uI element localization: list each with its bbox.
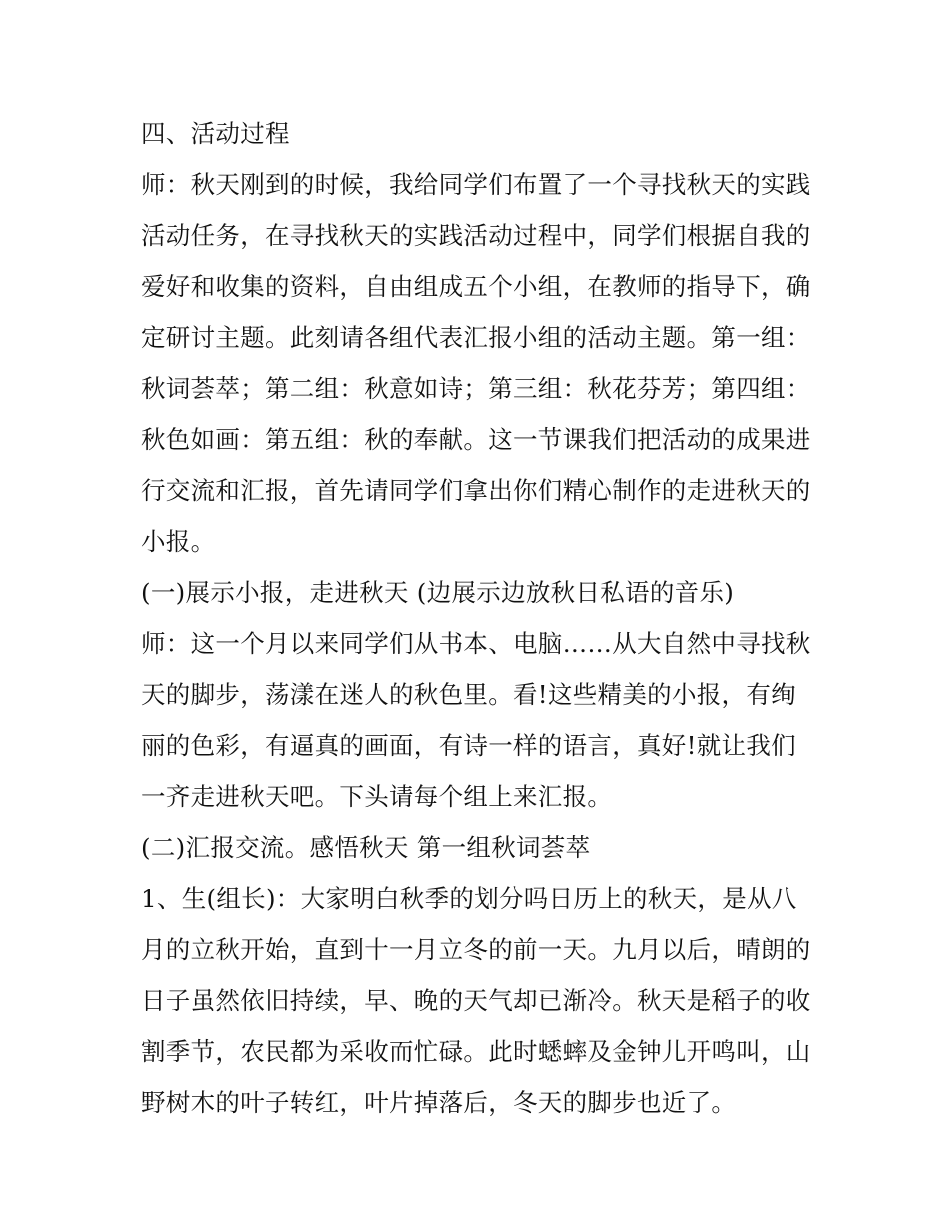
text-line: 月的立秋开始，直到十一月立冬的前一天。九月以后，晴朗的 [141,935,811,964]
text-line: 野树木的叶子转红，叶片掉落后，冬天的脚步也近了。 [141,1088,737,1117]
subsection-heading: (一)展示小报，走进秋天 (边展示边放秋日私语的音乐) [141,578,735,607]
text-line: 师：这一个月以来同学们从书本、电脑……从大自然中寻找秋 [141,629,811,658]
text-line: 天的脚步，荡漾在迷人的秋色里。看!这些精美的小报，有绚 [141,680,796,709]
text-line: 割季节，农民都为采收而忙碌。此时蟋蟀及金钟儿开鸣叫，山 [141,1037,811,1066]
text-line: 一齐走进秋天吧。下头请每个组上来汇报。 [141,782,613,811]
section-heading: 四、活动过程 [141,119,290,148]
text-line: 行交流和汇报，首先请同学们拿出你们精心制作的走进秋天的 [141,476,811,505]
text-line: 活动任务，在寻找秋天的实践活动过程中，同学们根据自我的 [141,221,811,250]
text-line: 秋色如画：第五组：秋的奉献。这一节课我们把活动的成果进 [141,425,811,454]
document-body [141,108,816,1128]
text-line: 师：秋天刚到的时候，我给同学们布置了一个寻找秋天的实践 [141,170,811,199]
text-line: 日子虽然依旧持续，早、晚的天气却已渐冷。秋天是稻子的收 [141,986,811,1015]
text-line: 丽的色彩，有逼真的画面，有诗一样的语言，真好!就让我们 [141,731,796,760]
text-line: 1、生(组长)：大家明白秋季的划分吗日历上的秋天，是从八 [141,884,797,913]
text-line: 定研讨主题。此刻请各组代表汇报小组的活动主题。第一组： [141,323,811,352]
text-line: 小报。 [141,527,216,556]
text-line: 爱好和收集的资料，自由组成五个小组，在教师的指导下，确 [141,272,811,301]
text-line: 秋词荟萃；第二组：秋意如诗；第三组：秋花芬芳；第四组： [141,374,811,403]
subsection-heading: (二)汇报交流。感悟秋天 第一组秋词荟萃 [141,833,591,862]
